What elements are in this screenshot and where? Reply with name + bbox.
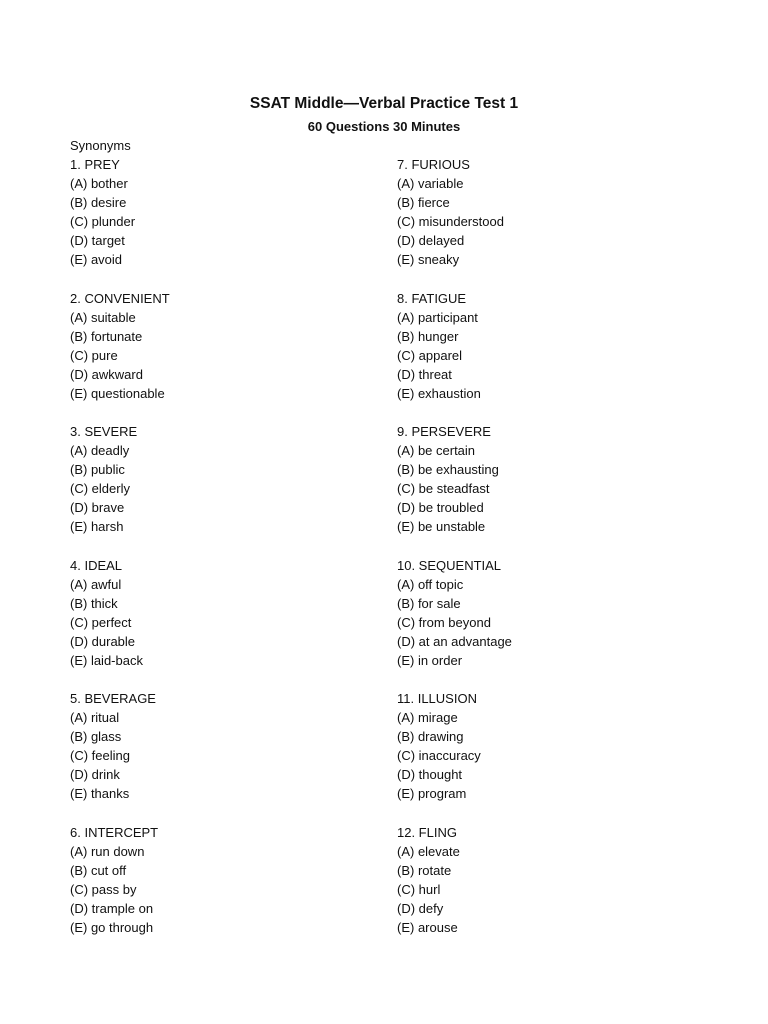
answer-choice: (A) be certain (397, 443, 476, 459)
answer-choice: (D) brave (70, 500, 125, 516)
question-stem: 8. FATIGUE (397, 290, 467, 306)
answer-choice: (B) for sale (397, 595, 461, 611)
answer-choice: (D) thought (397, 767, 463, 783)
page-title: SSAT Middle—Verbal Practice Test 1 (249, 95, 519, 112)
answer-choice: (D) at an advantage (397, 633, 512, 649)
answer-choice: (C) elderly (70, 481, 130, 497)
answer-choice: (D) target (70, 233, 125, 248)
answer-choice: (B) public (70, 462, 125, 478)
question-stem: 5. BEVERAGE (70, 691, 156, 707)
answer-choice: (E) avoid (70, 252, 123, 267)
answer-choice: (B) rotate (397, 862, 452, 878)
answer-choice: (A) suitable (70, 309, 136, 325)
answer-choice: (A) off topic (397, 576, 464, 592)
question-block (70, 823, 390, 957)
answer-choice: (B) hunger (397, 328, 459, 344)
answer-choice: (B) cut off (70, 862, 127, 878)
answer-choice: (D) threat (397, 366, 452, 382)
question-stem: 1. PREY (70, 157, 120, 172)
answer-choice: (A) variable (397, 176, 464, 191)
question-block (70, 155, 390, 289)
question-block (397, 155, 717, 289)
answer-choice: (C) pass by (70, 881, 137, 897)
question-block (397, 689, 717, 823)
answer-choice: (E) thanks (70, 786, 130, 802)
question-stem: 10. SEQUENTIAL (397, 557, 502, 573)
answer-choice: (C) apparel (397, 347, 463, 363)
answer-choice: (C) plunder (70, 214, 136, 229)
question-block (70, 689, 390, 823)
question-column-right (397, 155, 717, 957)
answer-choice: (E) be unstable (397, 519, 486, 535)
answer-choice: (C) from beyond (397, 614, 491, 630)
answer-choice: (C) misunderstood (397, 214, 504, 229)
answer-choice: (A) ritual (70, 710, 120, 726)
answer-choice: (C) inaccuracy (397, 748, 481, 764)
question-stem: 7. FURIOUS (397, 157, 470, 172)
question-block (70, 422, 390, 556)
answer-choice: (B) drawing (397, 729, 464, 745)
answer-choice: (B) fierce (397, 195, 450, 210)
answer-choice: (C) perfect (70, 614, 132, 630)
answer-choice: (D) defy (397, 900, 444, 916)
question-stem: 4. IDEAL (70, 557, 123, 573)
answer-choice: (C) pure (70, 347, 118, 363)
question-block (397, 823, 717, 957)
question-stem: 6. INTERCEPT (70, 824, 159, 840)
answer-choice: (E) sneaky (397, 252, 460, 267)
answer-choice: (B) desire (70, 195, 127, 210)
answer-choice: (E) harsh (70, 519, 124, 535)
question-column-left (70, 155, 390, 957)
question-stem: 2. CONVENIENT (70, 290, 170, 306)
answer-choice: (D) delayed (397, 233, 465, 248)
answer-choice: (E) go through (70, 919, 154, 935)
answer-choice: (A) mirage (397, 710, 458, 726)
question-block (397, 289, 717, 423)
question-stem: 3. SEVERE (70, 424, 138, 440)
section-label: Synonyms (70, 138, 131, 153)
answer-choice: (E) exhaustion (397, 385, 481, 401)
answer-choice: (A) participant (397, 309, 478, 325)
question-block (397, 556, 717, 690)
answer-choice: (E) program (397, 786, 467, 802)
question-stem: 12. FLING (397, 824, 457, 840)
answer-choice: (C) be steadfast (397, 481, 490, 497)
answer-choice: (E) laid-back (70, 652, 143, 668)
answer-choice: (B) fortunate (70, 328, 143, 344)
page-subtitle: 60 Questions 30 Minutes (307, 119, 461, 134)
answer-choice: (B) be exhausting (397, 462, 499, 478)
answer-choice: (D) drink (70, 767, 120, 783)
answer-choice: (D) trample on (70, 900, 154, 916)
answer-choice: (A) elevate (397, 843, 460, 859)
answer-choice: (D) durable (70, 633, 136, 649)
answer-choice: (B) glass (70, 729, 122, 745)
answer-choice: (A) bother (70, 176, 128, 191)
answer-choice: (E) questionable (70, 385, 165, 401)
answer-choice: (A) run down (70, 843, 145, 859)
answer-choice: (E) arouse (397, 919, 458, 935)
answer-choice: (A) awful (70, 576, 122, 592)
question-block (70, 556, 390, 690)
answer-choice: (C) feeling (70, 748, 130, 764)
answer-choice: (C) hurl (397, 881, 441, 897)
answer-choice: (D) be troubled (397, 500, 484, 516)
answer-choice: (D) awkward (70, 366, 143, 382)
question-block (397, 422, 717, 556)
question-stem: 11. ILLUSION (397, 691, 477, 707)
answer-choice: (B) thick (70, 595, 118, 611)
answer-choice: (E) in order (397, 652, 463, 668)
question-block (70, 289, 390, 423)
answer-choice: (A) deadly (70, 443, 130, 459)
question-stem: 9. PERSEVERE (397, 424, 491, 440)
